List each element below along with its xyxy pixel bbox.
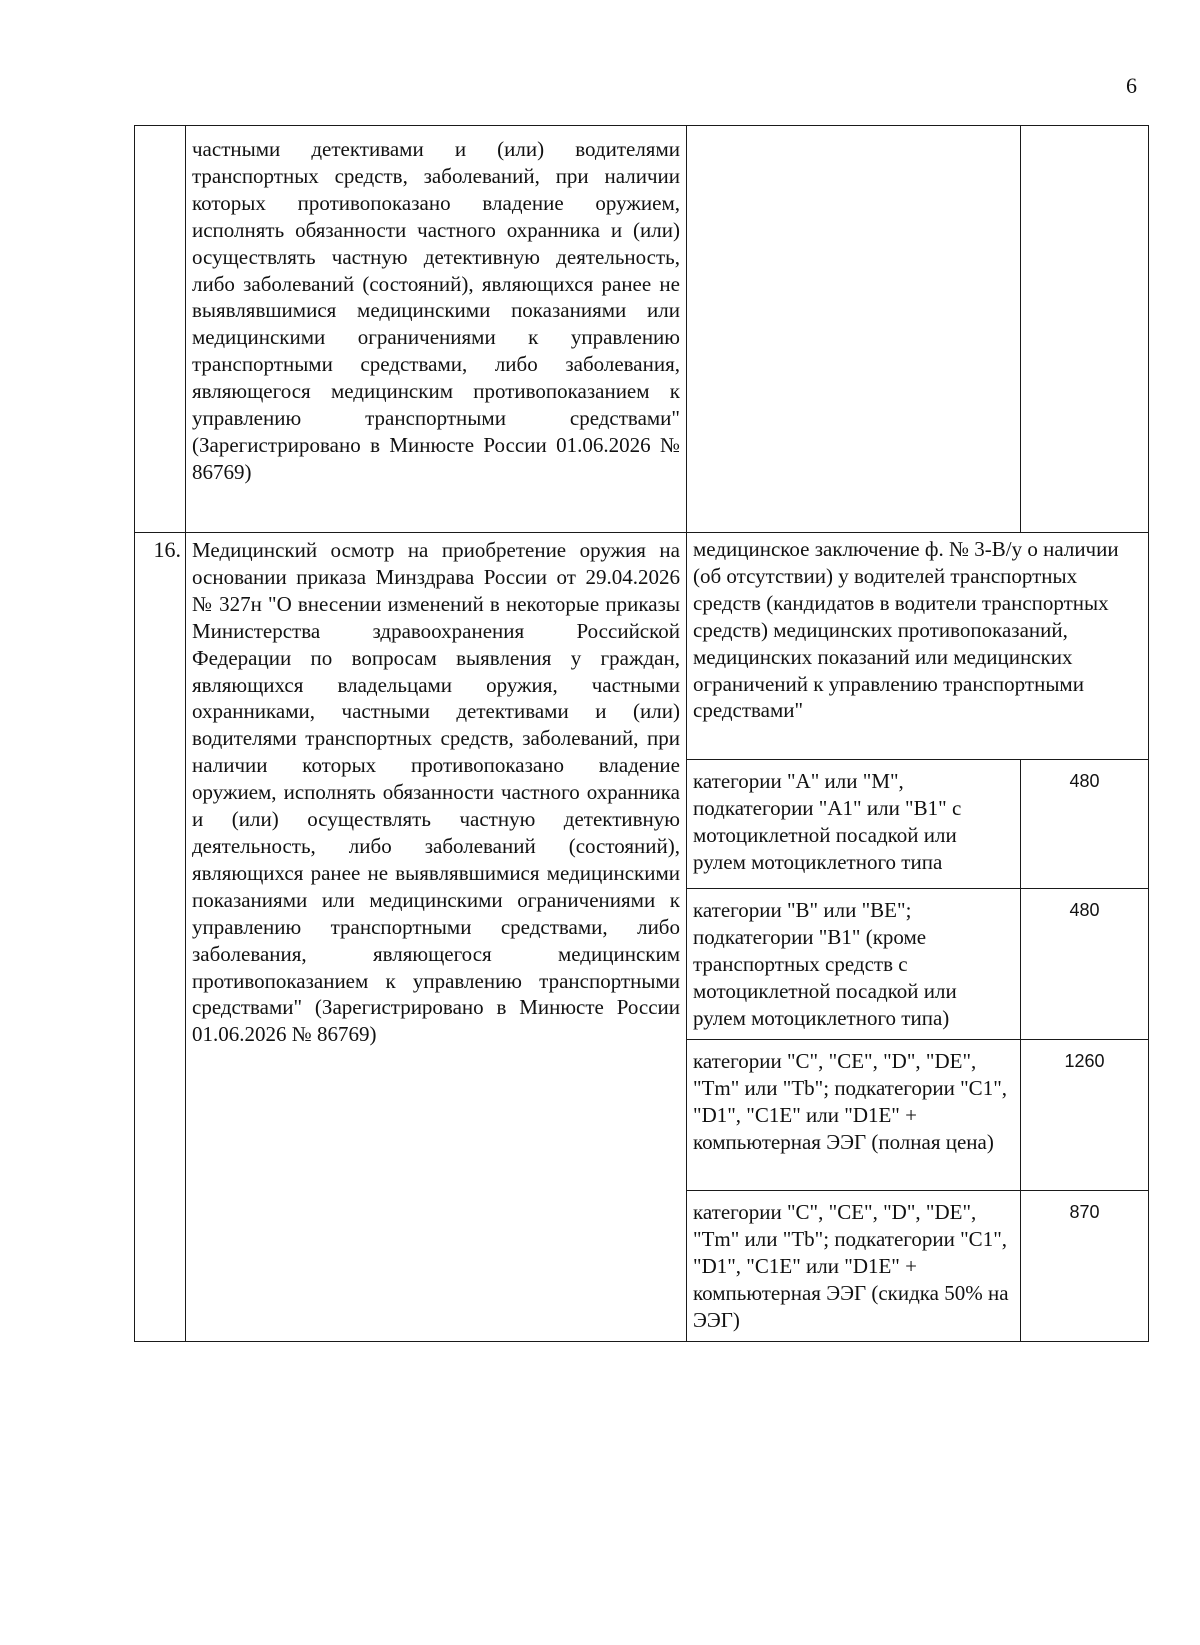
service-description: Медицинский осмотр на приобретение оружия на основании приказа Минздрава России от 29.04.2026 № 327н "О внесении изменений в некоторые приказы Министерства здравоохранения Российской Федерации по вопросам выявления у граждан, являющихся владельцами оружия, частными охранниками, частными детективами и (или) водителями транспортных средств, заболеваний, при наличии которых противопоказано владение оружием, исполнять обязанности частного охранника и (или) осуществлять частную детективную деятельность, либо заболеваний (состояний), являющихся ранее не выявлявшимися медицинскими показаниями или медицинскими ограничениями к управлению транспортными средствами, либо заболевания, являющегося медицинским противопоказанием к управлению транспортными средствами" (Зарегистрировано в Минюсте России 01.06.2026 № 86769): [186, 533, 687, 1342]
page-number: 6: [1126, 73, 1137, 98]
category-price: 1260: [1021, 1040, 1149, 1191]
category-price: 480: [1021, 889, 1149, 1040]
category-label: категории "С", "СЕ", "D", "DE", "Tm" или "Tb"; подкатегории "С1", "D1", "С1Е" или "D1E" + компьютерная ЭЭГ (скидка 50% на ЭЭГ): [687, 1191, 1021, 1342]
category-label: категории "С", "СЕ", "D", "DE", "Tm" или "Tb"; подкатегории "С1", "D1", "С1Е" или "D1E" + компьютерная ЭЭГ (полная цена): [687, 1040, 1021, 1191]
category-label: категории "В" или "ВЕ"; подкатегории "В1" (кроме транспортных средств с мотоциклетной посадкой или рулем мотоциклетного типа): [687, 889, 1021, 1040]
category-price: 870: [1021, 1191, 1149, 1342]
category-price: 480: [1021, 760, 1149, 889]
row-number: 16.: [135, 533, 186, 1342]
row-number-cell: [135, 126, 186, 533]
price-table: [134, 125, 1149, 1342]
category-label: категории "А" или "М", подкатегории "А1" или "В1" с мотоциклетной посадкой или рулем мотоциклетного типа: [687, 760, 1021, 889]
service-description: частными детективами и (или) водителями транспортных средств, заболеваний, при наличии которых противопоказано владение оружием, исполнять обязанности частного охранника и (или) осуществлять частную детективную деятельность, либо заболеваний (состояний), являющихся ранее не выявлявшимися медицинскими показаниями или медицинскими ограничениями к управлению транспортными средствами, либо заболевания, являющегося медицинским противопоказанием к управлению транспортными средствами" (Зарегистрировано в Минюсте России 01.06.2026 № 86769): [186, 126, 687, 533]
document-cell: [687, 126, 1021, 533]
table-row-16: [135, 533, 1149, 760]
document-name: медицинское заключение ф. № 3-В/у о наличии (об отсутствии) у водителей транспортных средств (кандидатов в водители транспортных средств) медицинских противопоказаний, медицинских показаний или медицинских ограничений к управлению транспортными средствами": [687, 533, 1149, 760]
table-row-continuation: [135, 126, 1149, 533]
price-cell: [1021, 126, 1149, 533]
